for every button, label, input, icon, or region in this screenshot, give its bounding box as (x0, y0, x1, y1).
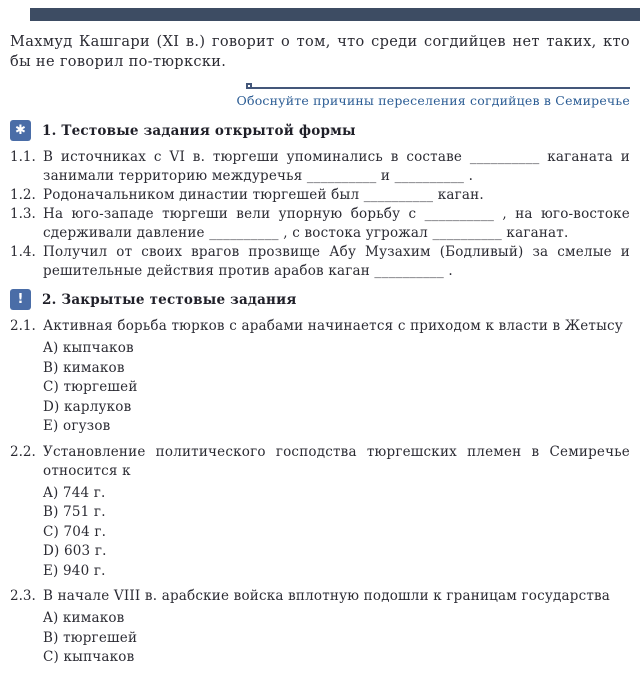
page-content (10, 32, 630, 674)
answer-option: D) карлуков (43, 398, 132, 415)
question-item-2-1 (10, 317, 630, 336)
exclamation-icon: ! (10, 289, 31, 310)
answer-options-2-2 (10, 484, 630, 582)
question-text: Установление политического господства тюргешских племен в Семиречье относится к (43, 443, 630, 479)
question-item-2-2 (10, 443, 630, 481)
question-text: На юго-западе тюргеши вели упорную борьбу с __________ , на юго-востоке сдерживали давление __________ , с востока угрожал __________ каганат. (43, 206, 630, 241)
answer-options-2-3 (10, 609, 630, 668)
intro-paragraph: Махмуд Кашгари (XI в.) говорит о том, что среди согдийцев нет таких, кто бы не говорил по-тюркски. (10, 34, 630, 70)
question-text: В источниках с VI в. тюргеши упоминались в составе __________ каганата и занимали территорию междуречья __________ и __________ . (43, 149, 630, 184)
answer-option: A) кыпчаков (43, 340, 134, 356)
question-text: Получил от своих врагов прозвище Абу Музахим (Бодливый) за смелые и решительные действия против арабов каган __________ . (43, 244, 630, 279)
square-marker-icon (246, 83, 252, 89)
question-item-1-1 (10, 148, 630, 186)
answer-option: B) 751 г. (43, 504, 106, 520)
question-number: 1.3. (10, 206, 36, 222)
question-number: 2.1. (10, 318, 36, 334)
margin-note-text: Обоснуйте причины переселения согдийцев в Семиречье (236, 93, 630, 108)
question-text: Активная борьба тюрков с арабами начинается с приходом к власти в Жетысу (43, 318, 623, 334)
asterisk-icon: ✱ (10, 120, 31, 141)
answer-option: C) 704 г. (43, 523, 107, 540)
answer-option: A) кимаков (43, 610, 125, 626)
answer-option: C) тюргешей (43, 379, 138, 395)
divider-line (250, 87, 630, 89)
answer-option: A) 744 г. (43, 484, 106, 501)
question-item-1-3 (10, 205, 630, 243)
section1-title: 1. Тестовые задания открытой формы (42, 122, 356, 139)
question-text: Родоначальником династии тюргешей был __________ каган. (43, 187, 484, 203)
answer-option: C) кыпчаков (43, 649, 135, 665)
answer-option: E) огузов (43, 418, 111, 434)
answer-options-2-1 (10, 339, 630, 437)
answer-option: B) кимаков (43, 359, 125, 376)
question-number: 1.4. (10, 244, 36, 260)
margin-note (10, 80, 630, 112)
question-item-1-4 (10, 243, 630, 281)
section2-header (10, 289, 630, 310)
section2-title: 2. Закрытые тестовые задания (42, 291, 297, 308)
answer-option: B) тюргешей (43, 629, 138, 646)
question-number: 1.2. (10, 187, 36, 203)
question-item-2-3 (10, 587, 630, 606)
page-header-bar (30, 8, 640, 21)
question-number: 1.1. (10, 149, 36, 165)
question-number: 2.2. (10, 443, 36, 460)
question-item-1-2 (10, 186, 630, 205)
question-text: В начале VIII в. арабские войска вплотную подошли к границам государства (43, 588, 611, 604)
section1-header (10, 120, 630, 141)
answer-option: E) 940 г. (43, 562, 106, 579)
answer-option: D) 603 г. (43, 543, 107, 559)
question-number: 2.3. (10, 588, 36, 604)
